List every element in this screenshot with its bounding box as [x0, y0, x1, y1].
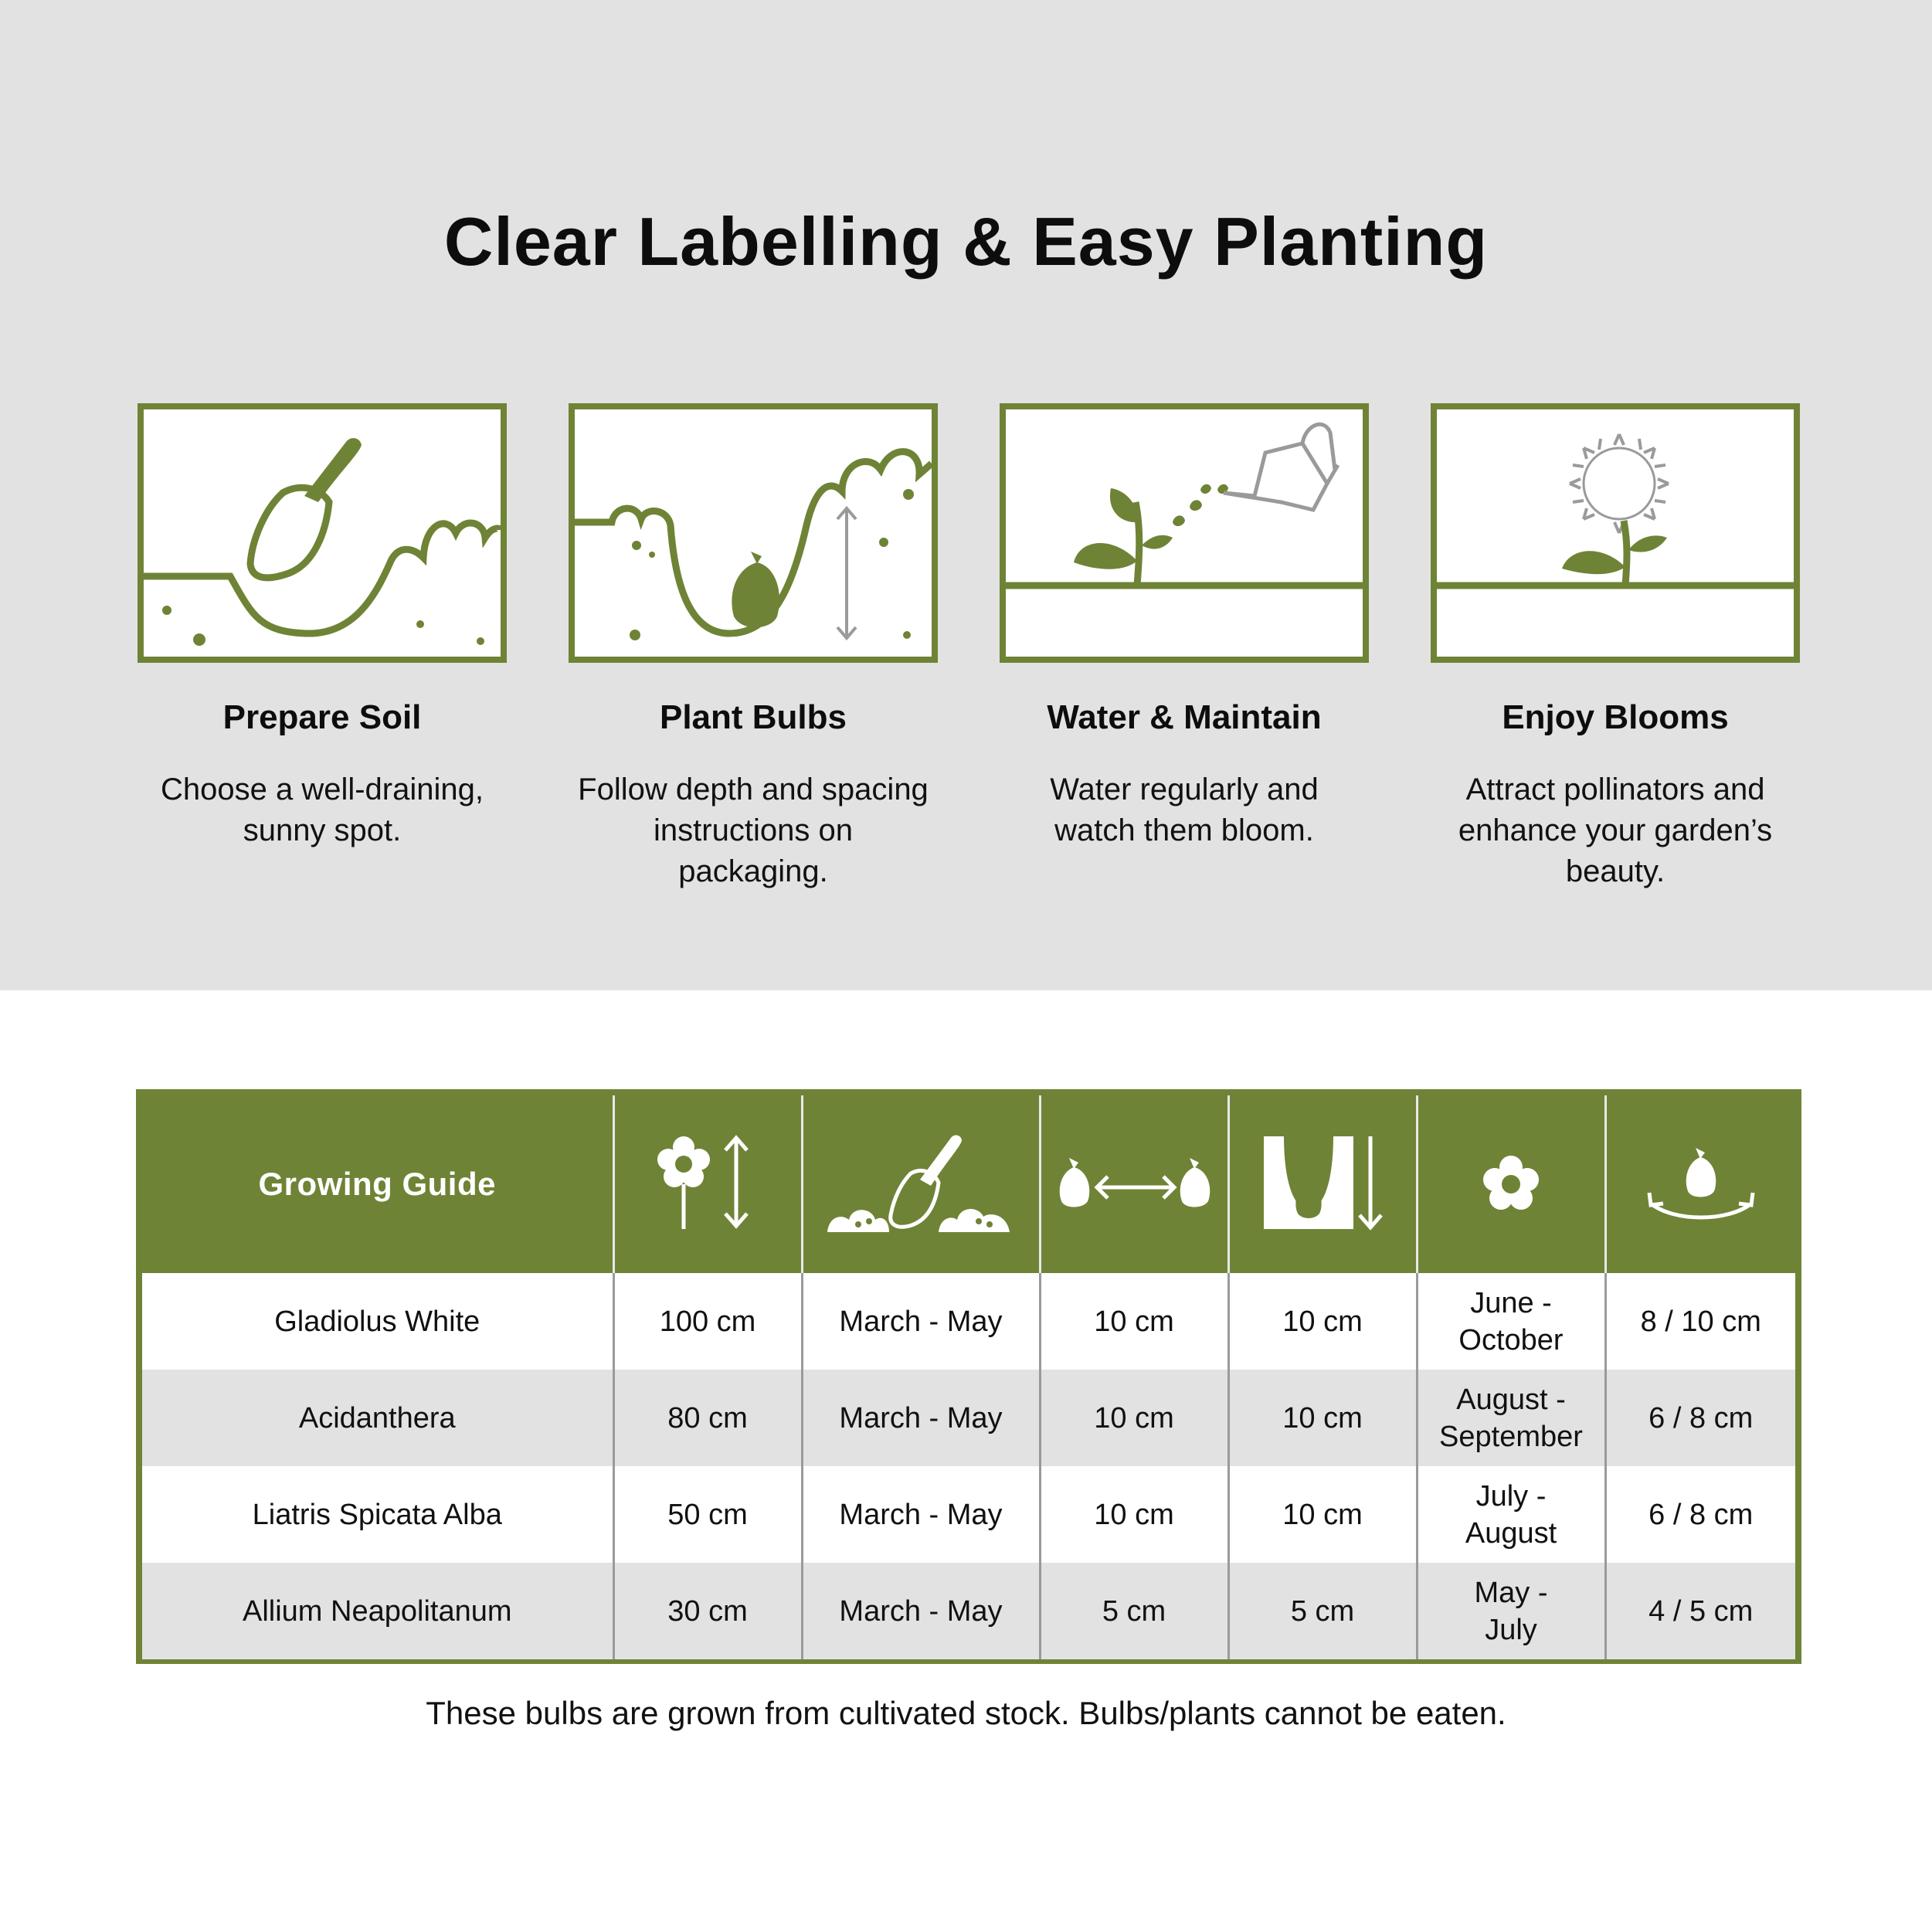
step-description: Water regularly and watch them bloom.: [1050, 772, 1319, 847]
depth-cell: 10 cm: [1228, 1466, 1417, 1563]
page-title: Clear Labelling & Easy Planting: [443, 203, 1489, 280]
planting-time-header: [802, 1095, 1040, 1273]
flowering-cell: [1417, 1563, 1605, 1659]
flowering-time-header: [1417, 1095, 1605, 1273]
height-cell: 50 cm: [613, 1466, 802, 1563]
height-cell: 80 cm: [613, 1370, 802, 1466]
step-description: Choose a well-draining, sunny spot.: [160, 772, 484, 847]
step-enjoy-blooms: [1431, 403, 1800, 892]
flowering-text: July - August: [1465, 1479, 1557, 1550]
table-row: [142, 1466, 1795, 1563]
spacing-cell: 10 cm: [1040, 1466, 1228, 1563]
flowering-time-icon: [1480, 1153, 1542, 1215]
planting-cell: March - May: [802, 1273, 1040, 1370]
flowering-text: June - October: [1458, 1286, 1564, 1356]
step-plant-bulbs: [569, 403, 938, 892]
flowering-cell: [1417, 1466, 1605, 1563]
step-description: Follow depth and spacing instructions on packaging.: [578, 772, 929, 888]
table-row: [142, 1273, 1795, 1370]
flowering-cell: [1417, 1370, 1605, 1466]
step-illustration-frame: [569, 403, 938, 663]
bulb-size-icon: [1643, 1142, 1759, 1227]
step-heading: Water & Maintain: [1047, 698, 1322, 736]
blooming-flower-icon: [1437, 409, 1794, 657]
flowering-text: August - September: [1439, 1383, 1583, 1453]
step-prepare-soil: [138, 403, 507, 851]
step-heading: Prepare Soil: [222, 698, 422, 736]
flowering-text: May - July: [1474, 1576, 1548, 1646]
bulb-size-header: [1605, 1095, 1795, 1273]
plant-name-cell: Allium Neapolitanum: [142, 1563, 613, 1659]
step-heading: Enjoy Blooms: [1502, 698, 1729, 736]
spacing-cell: 10 cm: [1040, 1273, 1228, 1370]
step-illustration-frame: [1000, 403, 1369, 663]
planting-cell: March - May: [802, 1563, 1040, 1659]
trowel-soil-icon: [144, 409, 501, 657]
bulb-spacing-header: [1040, 1095, 1228, 1273]
height-cell: 30 cm: [613, 1563, 802, 1659]
plant-name-cell: Gladiolus White: [142, 1273, 613, 1370]
table-row: [142, 1563, 1795, 1659]
step-water-maintain: [1000, 403, 1369, 851]
planting-depth-icon: [1261, 1130, 1384, 1238]
step-illustration-frame: [1431, 403, 1800, 663]
step-illustration-frame: [138, 403, 507, 663]
depth-cell: 5 cm: [1228, 1563, 1417, 1659]
step-heading: Plant Bulbs: [659, 698, 847, 736]
bulb-spacing-icon: [1057, 1153, 1211, 1215]
size-cell: 6 / 8 cm: [1605, 1370, 1795, 1466]
spacing-cell: 10 cm: [1040, 1370, 1228, 1466]
table-header-row: [142, 1095, 1795, 1273]
spacing-cell: 5 cm: [1040, 1563, 1228, 1659]
size-cell: 4 / 5 cm: [1605, 1563, 1795, 1659]
growing-guide-title: Growing Guide: [142, 1095, 613, 1273]
depth-cell: 10 cm: [1228, 1273, 1417, 1370]
height-cell: 100 cm: [613, 1273, 802, 1370]
flowering-cell: [1417, 1273, 1605, 1370]
flower-height-header: [613, 1095, 802, 1273]
growing-guide-table: [136, 1089, 1801, 1664]
planting-cell: March - May: [802, 1370, 1040, 1466]
planting-time-icon: [824, 1130, 1017, 1238]
table-row: [142, 1370, 1795, 1466]
size-cell: 8 / 10 cm: [1605, 1273, 1795, 1370]
planting-cell: March - May: [802, 1466, 1040, 1563]
plant-name-cell: Liatris Spicata Alba: [142, 1466, 613, 1563]
planting-depth-header: [1228, 1095, 1417, 1273]
depth-cell: 10 cm: [1228, 1370, 1417, 1466]
footnote: These bulbs are grown from cultivated stock. Bulbs/plants cannot be eaten.: [426, 1695, 1506, 1731]
flower-height-icon: [650, 1130, 766, 1238]
size-cell: 6 / 8 cm: [1605, 1466, 1795, 1563]
step-description: Attract pollinators and enhance your garden’s beauty.: [1458, 772, 1773, 888]
watering-can-icon: [1006, 409, 1363, 657]
bulb-depth-icon: [575, 409, 932, 657]
plant-name-cell: Acidanthera: [142, 1370, 613, 1466]
